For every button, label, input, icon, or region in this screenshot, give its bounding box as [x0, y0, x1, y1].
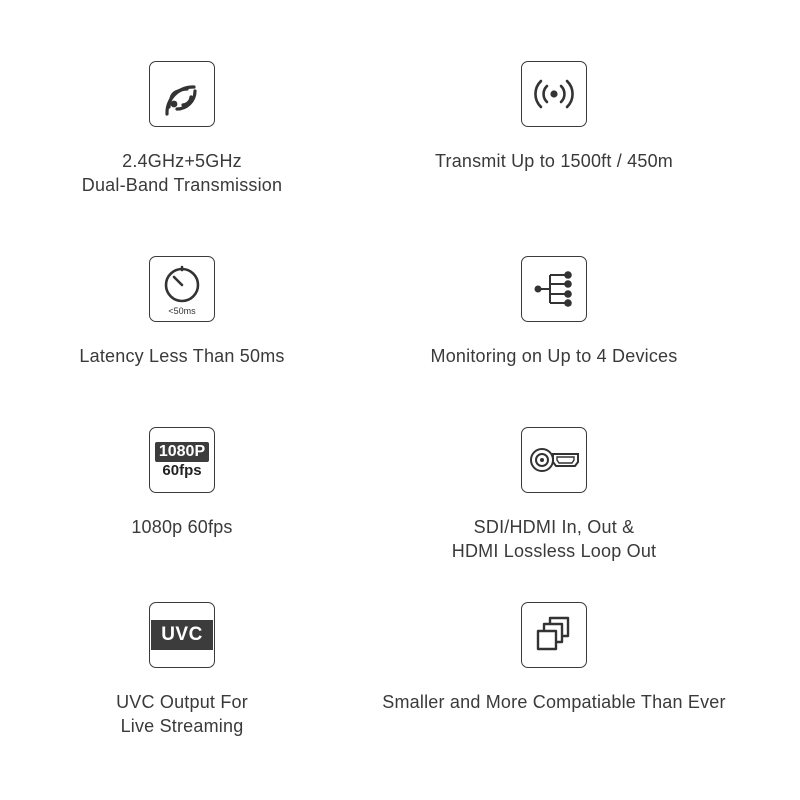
resolution-badge-icon [149, 427, 215, 493]
feature-resolution-line-1: 1080p 60fps [131, 517, 233, 537]
feature-latency [0, 256, 372, 368]
timer-icon [149, 256, 215, 322]
feature-compact-line-1: Smaller and More Compatiable Than Ever [382, 692, 726, 712]
timer-icon-text: <50ms [168, 306, 196, 316]
feature-range-label [364, 149, 744, 173]
feature-compact [364, 602, 744, 714]
feature-compact-label [364, 690, 744, 714]
feature-ports-line-1: SDI/HDMI In, Out & [473, 517, 635, 537]
feature-uvc-line-1: UVC Output For [116, 692, 248, 712]
feature-monitoring-label [364, 344, 744, 368]
stacked-squares-icon [521, 602, 587, 668]
wifi-signal-icon [149, 61, 215, 127]
network-tree-icon [521, 256, 587, 322]
uvc-badge-text: UVC [151, 620, 213, 650]
feature-resolution [0, 427, 372, 539]
feature-uvc [0, 602, 372, 738]
feature-range [364, 61, 744, 173]
sdi-hdmi-port-icon [521, 427, 587, 493]
feature-ports-line-2: HDMI Lossless Loop Out [451, 541, 657, 561]
feature-dual-band-label [0, 149, 372, 197]
feature-resolution-label [0, 515, 372, 539]
feature-dual-band-line-1: 2.4GHz+5GHz [122, 151, 242, 171]
feature-ports [364, 427, 744, 563]
feature-dual-band [0, 61, 372, 197]
feature-uvc-line-2: Live Streaming [120, 716, 244, 736]
broadcast-icon [521, 61, 587, 127]
feature-range-line-1: Transmit Up to 1500ft / 450m [434, 151, 674, 171]
feature-latency-line-1: Latency Less Than 50ms [79, 346, 285, 366]
resolution-badge-bottom: 60fps [162, 462, 202, 479]
uvc-badge-icon [149, 602, 215, 668]
feature-ports-label [364, 515, 744, 563]
feature-latency-label [0, 344, 372, 368]
feature-monitoring [364, 256, 744, 368]
feature-uvc-label [0, 690, 372, 738]
feature-dual-band-line-2: Dual-Band Transmission [81, 175, 283, 195]
resolution-badge-top: 1080P [155, 442, 209, 462]
feature-monitoring-line-1: Monitoring on Up to 4 Devices [430, 346, 678, 366]
